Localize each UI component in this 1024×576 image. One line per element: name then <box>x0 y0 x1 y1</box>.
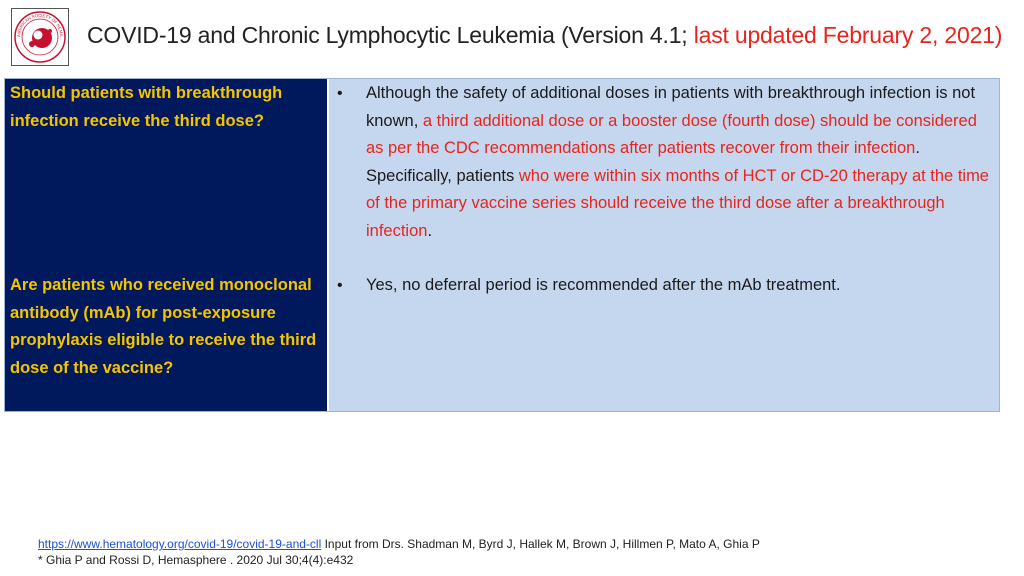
footer-line-2: * Ghia P and Rossi D, Hemasphere . 2020 Jul 30;4(4):e432 <box>38 553 354 567</box>
answer-2 <box>366 272 996 300</box>
page-title <box>87 22 1002 49</box>
answer-1 <box>366 80 996 245</box>
logo-text: AMERICAN SOCIETY OF HEMA <box>15 12 65 38</box>
questions-column <box>5 79 327 411</box>
title-last-updated: last updated February 2, 2021) <box>693 22 1003 48</box>
footer-line-1 <box>38 536 760 552</box>
answer-1-part-2: a third additional dose or a booster dose (fourth dose) should be considered as per the CDC recommendations after patients recover from their infection <box>366 111 977 157</box>
society-logo <box>11 8 69 66</box>
answer-1-part-4: who were within six months of HCT or CD-20 therapy at the time of the primary vaccine series should receive the third dose after a breakthrough infection <box>366 166 989 240</box>
answer-1-part-3: . Specifically, patients <box>366 139 920 185</box>
source-link[interactable]: https://www.hematology.org/covid-19/covid-19-and-cll <box>38 537 322 551</box>
answer-1-part-5: . <box>427 221 433 240</box>
answer-2-part-1: Yes, no deferral period is recommended after the mAb treatment. <box>366 276 841 294</box>
question-2: Are patients who received monoclonal antibody (mAb) for post-exposure prophylaxis eligible to receive the third dose of the vaccine? <box>10 276 317 377</box>
bullet-2: • <box>337 277 343 294</box>
footer-contributors: Input from Drs. Shadman M, Byrd J, Hallek M, Brown J, Hillmen P, Mato A, Ghia P <box>321 537 760 551</box>
society-seal-logo-icon <box>12 9 68 65</box>
title-main: COVID-19 and Chronic Lymphocytic Leukemia (Version 4.1; <box>87 22 694 48</box>
answers-column <box>329 79 999 411</box>
qa-table <box>4 78 1000 412</box>
footer-references <box>38 536 760 568</box>
answer-1-part-1: Although the safety of additional doses in patients with breakthrough infection is not known, <box>366 84 976 130</box>
question-1: Should patients with breakthrough infection receive the third dose? <box>10 84 283 130</box>
bullet-1: • <box>337 85 343 102</box>
